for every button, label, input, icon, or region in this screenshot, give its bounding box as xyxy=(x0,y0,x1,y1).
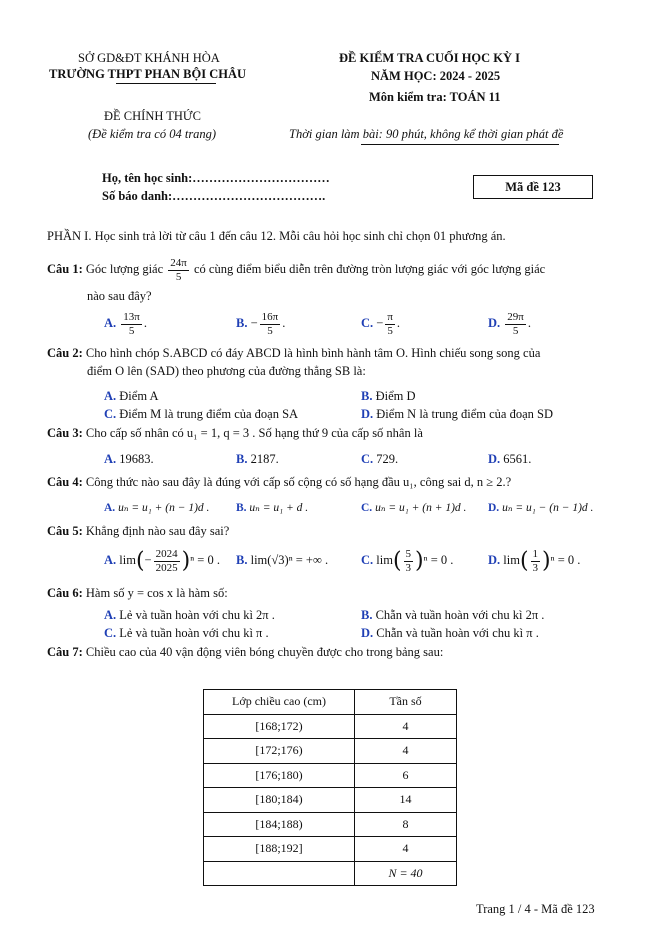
table-row: [176;180) 6 xyxy=(204,763,457,788)
table-row: [168;172) 4 xyxy=(204,714,457,739)
q2-option-d[interactable]: D. Điểm N là trung điểm của đoạn SD xyxy=(361,407,553,421)
exam-title: ĐỀ KIỂM TRA CUỐI HỌC KỲ I xyxy=(339,51,521,65)
question-label: Câu 3: xyxy=(47,426,83,440)
exam-code-box: Mã đề 123 xyxy=(473,175,593,199)
question-2-line2: điểm O lên (SAD) theo phương của đường thẳng SB là: xyxy=(87,364,366,378)
school-name: TRƯỜNG THPT PHAN BỘI CHÂU xyxy=(49,67,247,81)
q5-option-a[interactable]: A. lim(− $\frac{2024}{2025}$ )ⁿ = 0 . xyxy=(104,548,220,574)
q1-option-a[interactable]: A. $\frac{13\pi}{5}$ . xyxy=(104,311,147,337)
time-note: Thời gian làm bài: 90 phút, không kể thời gian phát đề xyxy=(289,127,564,141)
q3-option-b[interactable]: B. 2187. xyxy=(236,452,279,466)
page-footer: Trang 1 / 4 - Mã đề 123 xyxy=(476,902,595,916)
q6-option-c[interactable]: C. Lẻ và tuần hoàn với chu kì π . xyxy=(104,626,269,640)
question-7: Câu 7: Chiều cao của 40 vận động viên bóng chuyền được cho trong bảng sau: xyxy=(47,645,444,659)
table-row: [180;184) 14 xyxy=(204,788,457,813)
question-2: Câu 2: Cho hình chóp S.ABCD có đáy ABCD là hình bình hành tâm O. Hình chiếu song song của xyxy=(47,346,541,360)
page-count-note: (Đề kiểm tra có 04 trang) xyxy=(88,127,217,141)
q4-option-b[interactable]: B. uₙ = u₁ + d . xyxy=(236,502,309,514)
question-6: Câu 6: Hàm số y = cos x là hàm số: xyxy=(47,586,228,600)
q2-option-c[interactable]: C. Điểm M là trung điểm của đoạn SA xyxy=(104,407,299,421)
q3-option-d[interactable]: D. 6561. xyxy=(488,452,532,466)
question-label: Câu 7: xyxy=(47,645,83,659)
question-label: Câu 6: xyxy=(47,586,83,600)
student-name-field: Họ, tên học sinh:…………………………… xyxy=(102,171,330,185)
table-row: [184;188) 8 xyxy=(204,812,457,837)
subject: Môn kiểm tra: TOÁN 11 xyxy=(369,90,501,104)
question-1-line2: nào sau đây? xyxy=(87,289,152,303)
question-3: Câu 3: Cho cấp số nhân có u₁ = 1, q = 3 . Số hạng thứ 9 của cấp số nhân là xyxy=(47,426,423,440)
q4-option-d[interactable]: D. uₙ = u₁ − (n − 1)d . xyxy=(488,502,594,514)
q4-option-c[interactable]: C. uₙ = u₁ + (n + 1)d . xyxy=(361,502,467,514)
question-label: Câu 1: xyxy=(47,262,83,277)
table-row: [172;176) 4 xyxy=(204,739,457,764)
question-4: Câu 4: Công thức nào sau đây là đúng với cấp số cộng có số hạng đầu u₁, công sai d, n ≥ 2.? xyxy=(47,475,512,489)
q1-option-d[interactable]: D. $\frac{29\pi}{5}$ . xyxy=(488,311,531,337)
q4-option-a[interactable]: A. uₙ = u₁ + (n − 1)d . xyxy=(104,502,210,514)
q6-option-a[interactable]: A. Lẻ và tuần hoàn với chu kì 2π . xyxy=(104,608,275,622)
department: SỞ GD&ĐT KHÁNH HÒA xyxy=(78,51,220,65)
question-1: Câu 1: Góc lượng giác $\frac{24\pi}{5}$ có cùng điểm biểu diễn trên đường tròn lượng giác với góc lượng giác xyxy=(47,257,546,283)
q5-option-b[interactable]: B. lim(√3)ⁿ = +∞ . xyxy=(236,553,329,567)
question-label: Câu 2: xyxy=(47,346,83,360)
frequency-table xyxy=(203,689,457,886)
question-label: Câu 4: xyxy=(47,475,83,489)
q2-option-a[interactable]: A. Điểm A xyxy=(104,389,159,403)
header-cell: Tần số xyxy=(355,690,457,715)
q5-option-c[interactable]: C. lim( $\frac{5}{3}$ )ⁿ = 0 . xyxy=(361,548,454,574)
question-5: Câu 5: Khẳng định nào sau đây sai? xyxy=(47,524,230,538)
q3-option-c[interactable]: C. 729. xyxy=(361,452,399,466)
part1-instruction: PHẦN I. Học sinh trả lời từ câu 1 đến câu 12. Mỗi câu hỏi học sinh chỉ chọn 01 phương án. xyxy=(47,229,506,243)
question-label: Câu 5: xyxy=(47,524,83,538)
q1-option-b[interactable]: B. − $\frac{16\pi}{5}$ . xyxy=(236,311,286,337)
q2-option-b[interactable]: B. Điểm D xyxy=(361,389,416,403)
q5-option-d[interactable]: D. lim( $\frac{1}{3}$ )ⁿ = 0 . xyxy=(488,548,581,574)
student-id-field: Số báo danh:………………………………. xyxy=(102,189,326,203)
q1-option-c[interactable]: C. − $\frac{\pi}{5}$ . xyxy=(361,311,401,337)
table-row: [188;192] 4 xyxy=(204,837,457,862)
official-label: ĐỀ CHÍNH THỨC xyxy=(104,109,201,123)
q6-option-d[interactable]: D. Chẵn và tuần hoàn với chu kì π . xyxy=(361,626,539,640)
header-cell: Lớp chiều cao (cm) xyxy=(204,690,355,715)
table-total-row xyxy=(204,861,457,886)
total-cell: N = 40 xyxy=(355,861,457,886)
school-year: NĂM HỌC: 2024 - 2025 xyxy=(371,69,501,83)
q3-option-a[interactable]: A. 19683. xyxy=(104,452,154,466)
table-header-row xyxy=(204,690,457,715)
q6-option-b[interactable]: B. Chẵn và tuần hoàn với chu kì 2π . xyxy=(361,608,545,622)
